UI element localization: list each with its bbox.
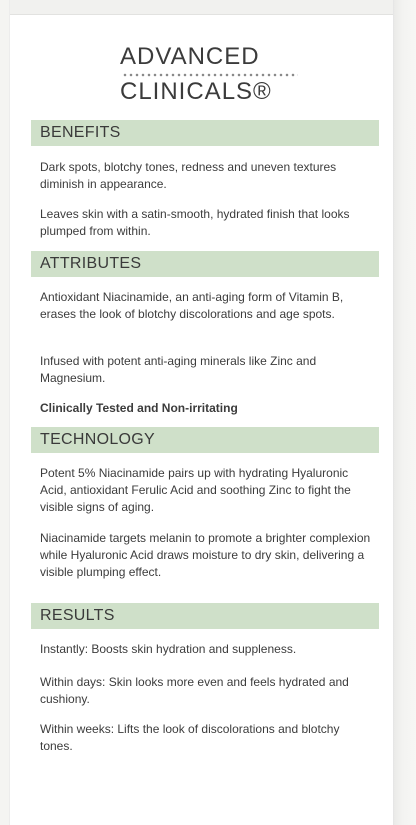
logo-dotted-divider — [122, 73, 298, 77]
technology-paragraph-2: Niacinamide targets melanin to promote a brighter complexion while Hyaluronic Acid draws moisture to dry skin, delivering a visible plumping effect. — [40, 531, 371, 579]
technology-title: TECHNOLOGY — [40, 431, 156, 448]
logo-line-2: CLINICALS® — [120, 78, 272, 105]
box-side-edge — [393, 0, 416, 825]
results-paragraph-2: Within days: Skin looks more even and feels hydrated and cushiony. — [40, 675, 349, 706]
attributes-paragraph-1: Antioxidant Niacinamide, an anti-aging form of Vitamin B, erases the look of blotchy discolorations and age spots. — [40, 290, 344, 321]
attributes-paragraph-2: Infused with potent anti-aging minerals like Zinc and Magnesium. — [40, 354, 317, 385]
attributes-title: ATTRIBUTES — [40, 255, 142, 272]
results-paragraph-1: Instantly: Boosts skin hydration and suppleness. — [40, 642, 297, 656]
benefits-paragraph-2: Leaves skin with a satin-smooth, hydrated finish that looks plumped from within. — [40, 207, 350, 238]
box-top-flap — [10, 0, 393, 15]
brand-logo — [120, 44, 320, 105]
benefits-paragraph-1: Dark spots, blotchy tones, redness and uneven textures diminish in appearance. — [40, 160, 337, 191]
technology-paragraph-1: Potent 5% Niacinamide pairs up with hydrating Hyaluronic Acid, antioxidant Ferulic Acid and soothing Zinc to fight the visible signs of aging. — [40, 466, 351, 514]
results-title: RESULTS — [40, 607, 115, 624]
attributes-paragraph-3: Clinically Tested and Non-irritating — [40, 401, 238, 415]
results-paragraph-3: Within weeks: Lifts the look of discolorations and blotchy tones. — [40, 722, 340, 753]
logo-line-1: ADVANCED — [120, 43, 260, 70]
benefits-title: BENEFITS — [40, 124, 121, 141]
